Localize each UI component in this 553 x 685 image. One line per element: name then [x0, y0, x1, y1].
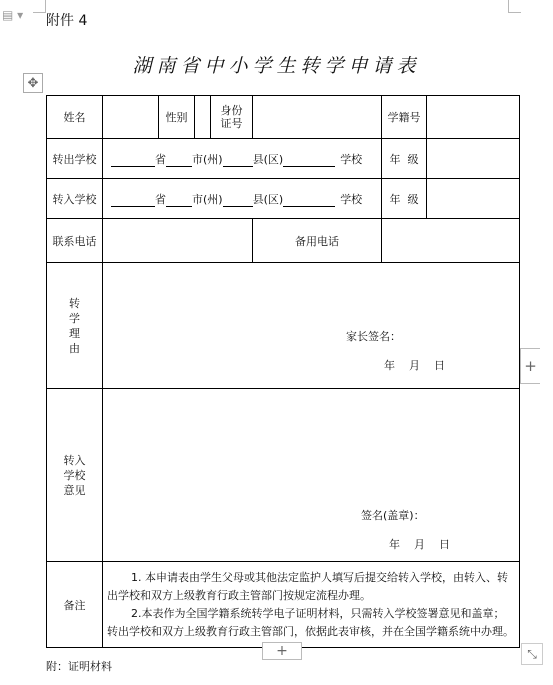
phone-label: 联系电话: [47, 219, 103, 263]
student-no-label: 学籍号: [382, 96, 427, 139]
transfer-in-school-field[interactable]: [103, 179, 382, 219]
table-row: [47, 179, 520, 219]
transfer-in-label: 转入学校: [47, 179, 103, 219]
gender-label: 性别: [159, 96, 195, 139]
province-text: 省: [155, 192, 166, 206]
table-row: [47, 96, 520, 139]
table-row: [47, 389, 520, 562]
city-text: 市(州): [192, 192, 223, 206]
stamp-signature-label: 签名(盖章)：: [361, 509, 425, 522]
remark-note-2: 2.本表作为全国学籍系统转学电子证明材料，只需转入学校签署意见和盖章；转出学校和双方上级教育行政主管部门，依据此表审核，并在全国学籍系统中办理。: [107, 606, 514, 638]
reason-field[interactable]: [103, 263, 520, 389]
table-row: [47, 139, 520, 179]
phone-field[interactable]: [103, 219, 253, 263]
gender-field[interactable]: [195, 96, 211, 139]
grade-label: 年 级: [382, 179, 427, 219]
reason-label: 转学理由: [47, 263, 103, 389]
backup-phone-label: 备用电话: [253, 219, 382, 263]
move-icon[interactable]: ✥: [23, 73, 43, 93]
plus-icon[interactable]: +: [262, 642, 302, 660]
attachment-label: 附件 4: [46, 13, 88, 29]
application-form-table: [46, 95, 520, 648]
remarks-label: 备注: [47, 562, 103, 648]
margin-corner-mark: [508, 0, 521, 13]
table-row: [47, 562, 520, 648]
resize-icon[interactable]: ⤡: [521, 643, 543, 665]
county-text: 县(区): [252, 192, 284, 206]
remarks-content: [103, 562, 520, 648]
parent-signature-label: 家长签名：: [346, 330, 401, 343]
opinion-date-text: 年 月 日: [389, 538, 450, 551]
table-row: [47, 219, 520, 263]
city-text: 市(州): [192, 152, 223, 166]
grade-field[interactable]: [427, 179, 520, 219]
remark-note-1: 1. 本申请表由学生父母或其他法定监护人填写后提交给转入学校，由转入、转出学校和双方上级教育行政主管部门按规定流程办理。: [107, 570, 508, 602]
reason-date-text: 年 月 日: [384, 359, 445, 372]
province-text: 省: [155, 152, 166, 166]
student-no-field[interactable]: [427, 96, 520, 139]
name-field[interactable]: [103, 96, 159, 139]
county-text: 县(区): [252, 152, 284, 166]
opinion-field[interactable]: [103, 389, 520, 562]
margin-corner-mark: [33, 0, 46, 13]
grade-field[interactable]: [427, 139, 520, 179]
name-label: 姓名: [47, 96, 103, 139]
school-text: 学校: [340, 152, 363, 166]
id-label: 身份证号: [211, 96, 253, 139]
opinion-label: 转入学校意见: [47, 389, 103, 562]
transfer-out-label: 转出学校: [47, 139, 103, 179]
transfer-out-school-field[interactable]: [103, 139, 382, 179]
document-icon[interactable]: ▤ ▾: [2, 8, 24, 22]
id-number-field[interactable]: [253, 96, 382, 139]
footer-note: 附：证明材料: [46, 660, 112, 673]
form-title: 湖南省中小学生转学申请表: [132, 55, 421, 77]
table-row: [47, 263, 520, 389]
grade-label: 年 级: [382, 139, 427, 179]
plus-icon[interactable]: +: [520, 348, 540, 384]
school-text: 学校: [340, 192, 363, 206]
backup-phone-field[interactable]: [382, 219, 520, 263]
